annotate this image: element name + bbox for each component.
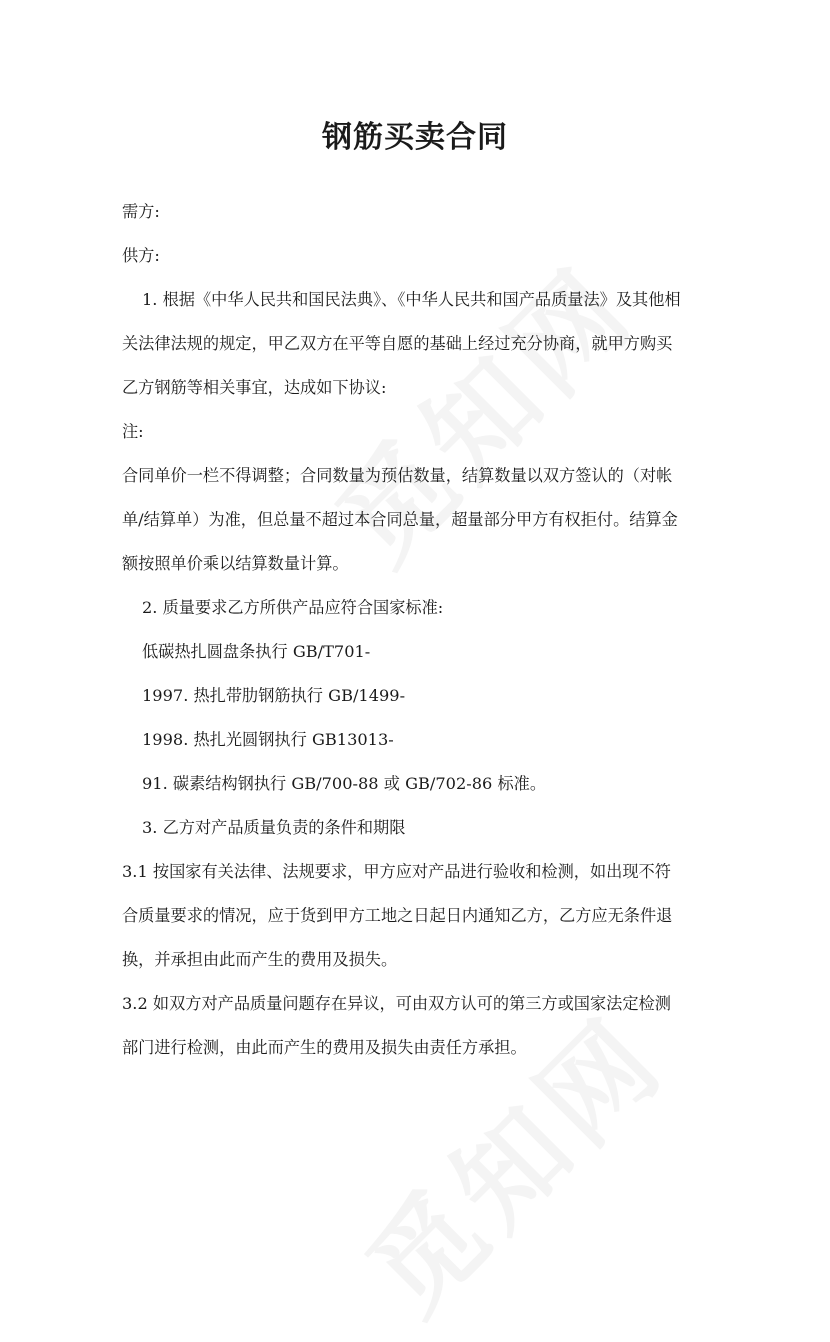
party-demand: 需方:	[122, 202, 160, 221]
standard-line-2: 1997. 热扎带肋钢筋执行 GB/1499-	[142, 686, 406, 705]
clause-3-2-line-1: 3.2 如双方对产品质量问题存在异议，可由双方认可的第三方或国家法定检测	[122, 994, 671, 1013]
clause-1-line-2: 关法律法规的规定，甲乙双方在平等自愿的基础上经过充分协商，就甲方购买	[122, 334, 673, 353]
party-supply: 供方:	[122, 246, 160, 265]
clause-1-line-1: 1. 根据《中华人民共和国民法典》、《中华人民共和国产品质量法》及其他相	[142, 290, 681, 309]
standard-line-4: 91. 碳素结构钢执行 GB/700-88 或 GB/702-86 标准。	[142, 774, 547, 793]
note-line-1: 合同单价一栏不得调整；合同数量为预估数量，结算数量以双方签认的（对帐	[122, 466, 673, 485]
clause-3-1-line-1: 3.1 按国家有关法律、法规要求，甲方应对产品进行验收和检测，如出现不符	[122, 862, 671, 881]
clause-3-2-line-2: 部门进行检测，由此而产生的费用及损失由责任方承担。	[122, 1038, 527, 1057]
contract-body	[122, 190, 702, 1070]
document-title: 钢筋买卖合同	[322, 120, 508, 155]
standard-line-1: 低碳热扎圆盘条执行 GB/T701-	[142, 642, 371, 661]
clause-3-heading: 3. 乙方对产品质量负责的条件和期限	[142, 818, 406, 837]
note-label: 注:	[122, 422, 144, 441]
clause-3-1-line-3: 换，并承担由此而产生的费用及损失。	[122, 950, 398, 969]
clause-3-1-line-2: 合质量要求的情况，应于货到甲方工地之日起日内通知乙方，乙方应无条件退	[122, 906, 673, 925]
clause-2-heading: 2. 质量要求乙方所供产品应符合国家标准:	[142, 598, 444, 617]
note-line-2: 单/结算单）为准，但总量不超过本合同总量，超量部分甲方有权拒付。结算金	[122, 510, 678, 529]
clause-1-line-3: 乙方钢筋等相关事宜，达成如下协议:	[122, 378, 387, 397]
note-line-3: 额按照单价乘以结算数量计算。	[122, 554, 349, 573]
standard-line-3: 1998. 热扎光圆钢执行 GB13013-	[142, 730, 394, 749]
